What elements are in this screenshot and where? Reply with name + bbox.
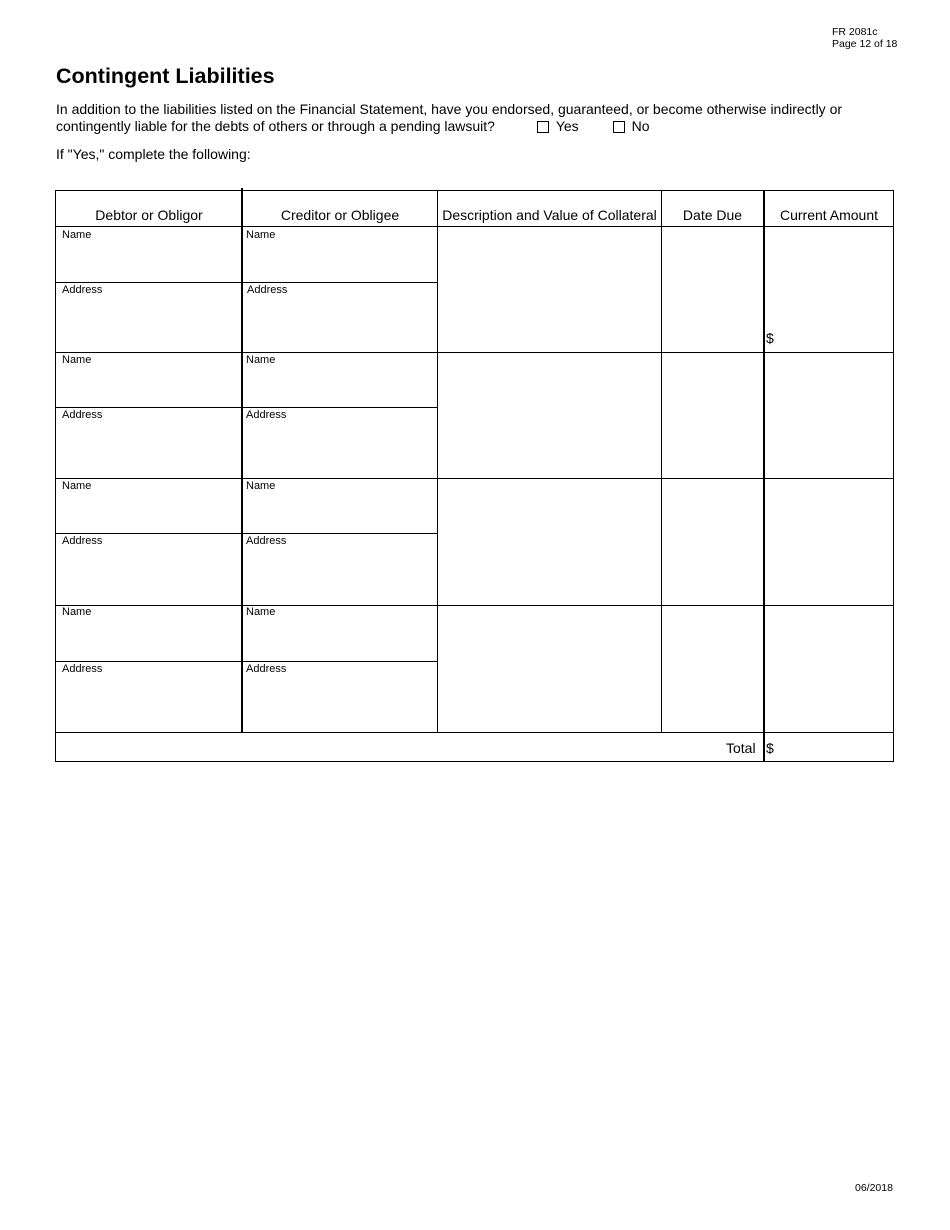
header-debtor: Debtor or Obligor	[95, 207, 203, 223]
current-amount-field[interactable]	[765, 353, 893, 478]
creditor-address-label: Address	[247, 284, 288, 296]
debtor-name-field[interactable]	[56, 353, 241, 407]
date-due-field[interactable]	[662, 227, 763, 352]
total-currency-symbol: $	[766, 740, 774, 756]
current-amount-field[interactable]	[765, 227, 893, 352]
debtor-name-label: Name	[62, 354, 92, 366]
debtor-name-field[interactable]	[56, 227, 241, 282]
header-current-amount: Current Amount	[779, 207, 879, 223]
creditor-name-label: Name	[246, 354, 276, 366]
instruction-text: If "Yes," complete the following:	[56, 146, 251, 162]
total-amount-field[interactable]	[765, 733, 893, 761]
debtor-address-label: Address	[62, 409, 103, 421]
header-collateral: Description and Value of Collateral	[442, 207, 657, 223]
currency-symbol: $	[766, 330, 774, 346]
creditor-name-field[interactable]	[243, 479, 437, 533]
creditor-name-label: Name	[246, 229, 276, 241]
creditor-address-label: Address	[246, 663, 287, 675]
creditor-address-field[interactable]	[243, 408, 437, 478]
page-number: Page 12 of 18	[832, 38, 898, 50]
creditor-address-field[interactable]	[243, 662, 437, 732]
yes-checkbox[interactable]	[537, 121, 549, 133]
total-label: Total	[726, 740, 756, 756]
creditor-name-field[interactable]	[243, 227, 437, 282]
form-number: FR 2081c	[832, 26, 878, 38]
header-creditor: Creditor or Obligee	[280, 207, 400, 223]
header-date-due: Date Due	[682, 207, 743, 223]
yes-label: Yes	[555, 118, 579, 134]
creditor-name-label: Name	[246, 480, 276, 492]
yes-option[interactable]	[537, 118, 579, 134]
creditor-address-label: Address	[246, 409, 287, 421]
creditor-address-field[interactable]	[243, 534, 437, 605]
debtor-name-field[interactable]	[56, 606, 241, 661]
creditor-address-label: Address	[246, 535, 287, 547]
table-top-border	[55, 190, 894, 191]
debtor-name-label: Name	[62, 606, 92, 618]
table-right-border	[893, 190, 894, 762]
date-due-field[interactable]	[662, 353, 763, 478]
current-amount-field[interactable]	[765, 479, 893, 605]
date-due-field[interactable]	[662, 479, 763, 605]
collateral-field[interactable]	[438, 227, 661, 352]
debtor-address-label: Address	[62, 284, 103, 296]
debtor-address-label: Address	[62, 663, 103, 675]
debtor-address-field[interactable]	[56, 408, 241, 478]
creditor-name-field[interactable]	[243, 606, 437, 661]
debtor-name-label: Name	[62, 480, 92, 492]
current-amount-field[interactable]	[765, 606, 893, 732]
creditor-name-field[interactable]	[243, 353, 437, 407]
debtor-address-label: Address	[62, 535, 103, 547]
table-bottom-border	[55, 761, 894, 762]
debtor-address-field[interactable]	[56, 283, 241, 352]
no-checkbox[interactable]	[613, 121, 625, 133]
form-identifier	[832, 26, 897, 50]
collateral-field[interactable]	[438, 479, 661, 605]
creditor-address-field[interactable]	[243, 283, 437, 352]
creditor-name-label: Name	[246, 606, 276, 618]
debtor-name-field[interactable]	[56, 479, 241, 533]
debtor-address-field[interactable]	[56, 662, 241, 732]
question-text: In addition to the liabilities listed on the Financial Statement, have you endorsed, guaranteed, or become otherwise indirectly or contingently liable for the debts of others or through a pending lawsuit?	[56, 101, 843, 134]
no-option[interactable]	[613, 118, 650, 134]
page-title: Contingent Liabilities	[56, 64, 275, 88]
no-label: No	[631, 118, 650, 134]
debtor-name-label: Name	[62, 229, 92, 241]
collateral-field[interactable]	[438, 606, 661, 732]
collateral-field[interactable]	[438, 353, 661, 478]
question-block	[56, 101, 916, 135]
debtor-address-field[interactable]	[56, 534, 241, 605]
date-due-field[interactable]	[662, 606, 763, 732]
form-revision-date: 06/2018	[855, 1182, 893, 1194]
